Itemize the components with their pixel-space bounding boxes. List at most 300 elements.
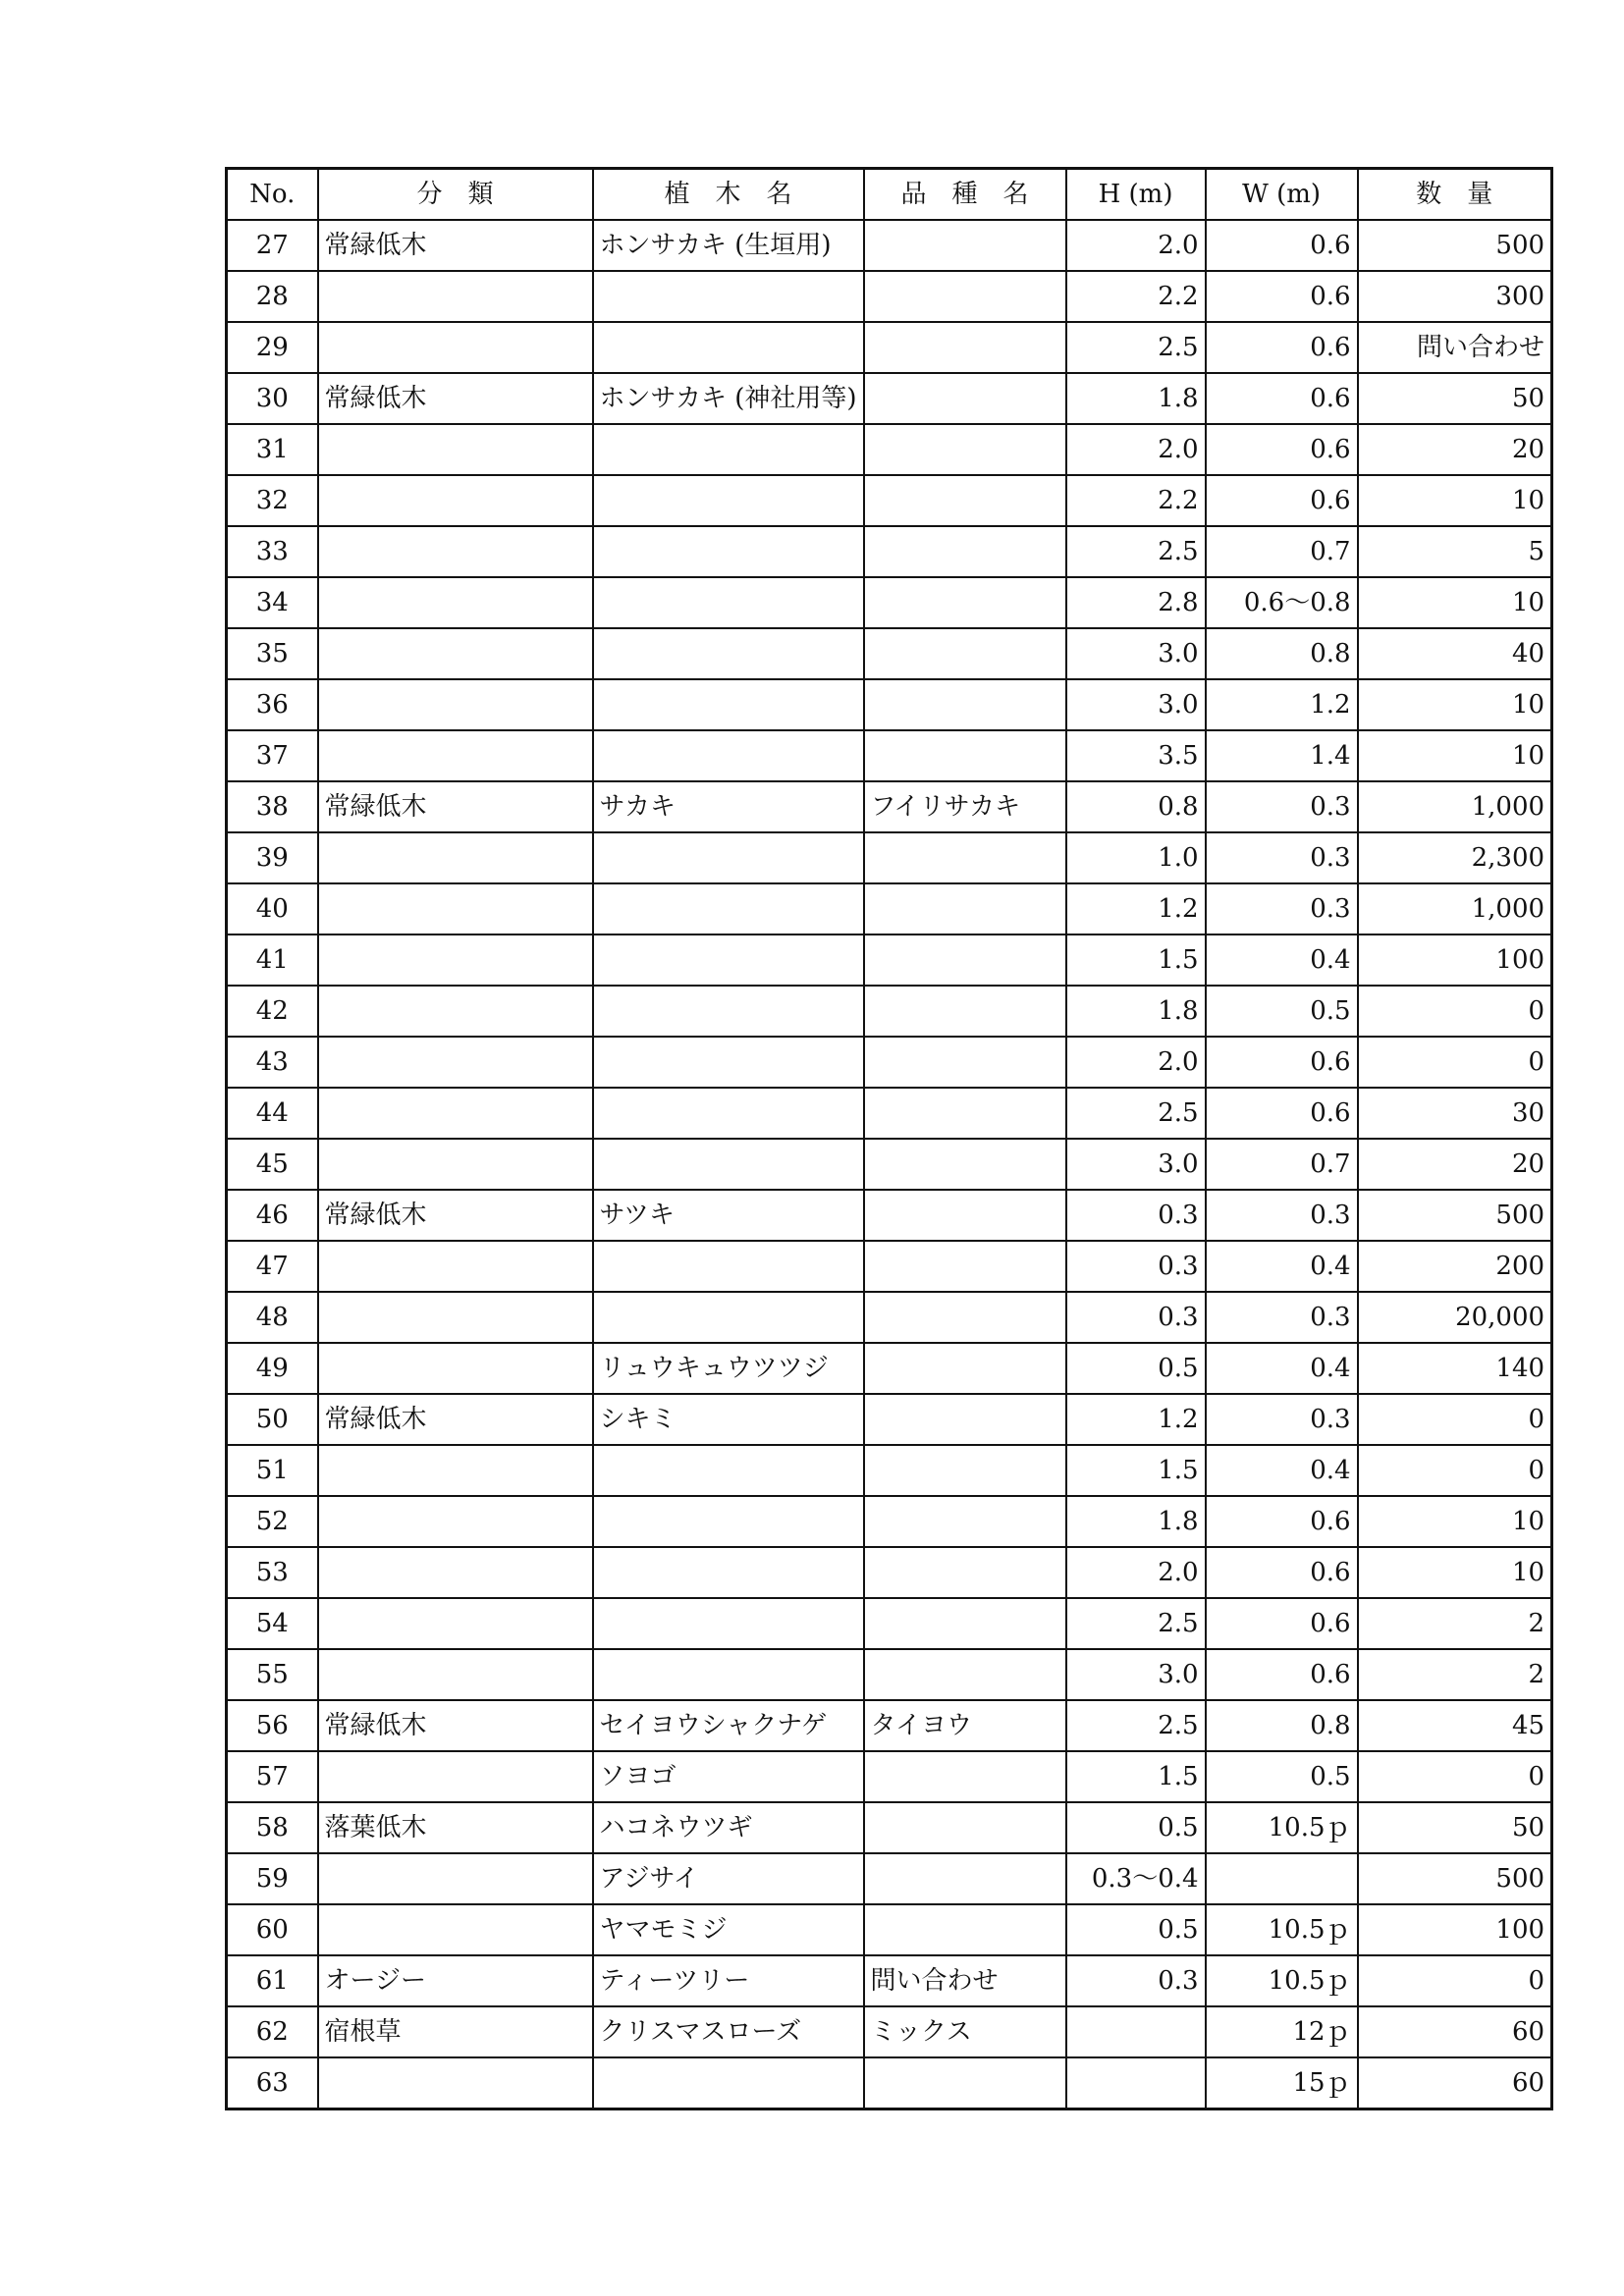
cell-quantity: 1,000 (1358, 883, 1552, 934)
cell-plant-name (593, 986, 864, 1037)
cell-no: 35 (227, 628, 318, 679)
cell-width: 0.6 (1206, 1037, 1358, 1088)
cell-height: 2.0 (1066, 424, 1206, 475)
cell-quantity: 30 (1358, 1088, 1552, 1139)
cell-width: 0.6～0.8 (1206, 577, 1358, 628)
cell-category (318, 1139, 593, 1190)
cell-width: 0.6 (1206, 220, 1358, 271)
cell-no: 38 (227, 781, 318, 832)
cell-height: 2.2 (1066, 271, 1206, 322)
cell-category (318, 1292, 593, 1343)
cell-width: 0.4 (1206, 1343, 1358, 1394)
cell-width: 0.3 (1206, 781, 1358, 832)
header-width: W (m) (1206, 169, 1358, 221)
cell-height: 0.3 (1066, 1292, 1206, 1343)
table-body (227, 220, 1552, 2109)
cell-width: 15ｐ (1206, 2057, 1358, 2109)
cell-variety (864, 883, 1066, 934)
cell-category: 常緑低木 (318, 1394, 593, 1445)
cell-height: 1.8 (1066, 986, 1206, 1037)
cell-quantity: 5 (1358, 526, 1552, 577)
cell-variety (864, 1292, 1066, 1343)
cell-category (318, 1547, 593, 1598)
cell-height: 2.5 (1066, 1598, 1206, 1649)
cell-variety (864, 526, 1066, 577)
cell-height: 1.8 (1066, 1496, 1206, 1547)
cell-width: 0.5 (1206, 1751, 1358, 1802)
cell-quantity: 2 (1358, 1649, 1552, 1700)
table-row (227, 628, 1552, 679)
cell-category (318, 1751, 593, 1802)
cell-quantity: 1,000 (1358, 781, 1552, 832)
cell-plant-name: サツキ (593, 1190, 864, 1241)
cell-plant-name (593, 271, 864, 322)
cell-width: 0.6 (1206, 424, 1358, 475)
table-row (227, 271, 1552, 322)
cell-variety (864, 986, 1066, 1037)
cell-variety (864, 1547, 1066, 1598)
cell-width: 0.6 (1206, 475, 1358, 526)
cell-quantity: 45 (1358, 1700, 1552, 1751)
cell-no: 32 (227, 475, 318, 526)
table-row (227, 1292, 1552, 1343)
cell-width: 0.4 (1206, 1241, 1358, 1292)
cell-variety (864, 1190, 1066, 1241)
cell-height: 2.8 (1066, 577, 1206, 628)
cell-plant-name (593, 577, 864, 628)
table-row (227, 1547, 1552, 1598)
cell-variety (864, 322, 1066, 373)
cell-quantity: 50 (1358, 1802, 1552, 1853)
cell-category (318, 526, 593, 577)
cell-height: 1.5 (1066, 934, 1206, 986)
cell-width: 1.2 (1206, 679, 1358, 730)
cell-no: 44 (227, 1088, 318, 1139)
table-row (227, 526, 1552, 577)
cell-category: 常緑低木 (318, 1190, 593, 1241)
cell-plant-name (593, 1496, 864, 1547)
header-variety: 品 種 名 (864, 169, 1066, 221)
cell-variety (864, 1241, 1066, 1292)
cell-width: 0.8 (1206, 1700, 1358, 1751)
cell-quantity: 500 (1358, 220, 1552, 271)
cell-width: 0.4 (1206, 934, 1358, 986)
table-row (227, 1445, 1552, 1496)
cell-no: 52 (227, 1496, 318, 1547)
table-row (227, 832, 1552, 883)
cell-category (318, 577, 593, 628)
cell-plant-name (593, 1292, 864, 1343)
cell-height: 3.0 (1066, 679, 1206, 730)
cell-variety (864, 373, 1066, 424)
cell-height: 2.0 (1066, 220, 1206, 271)
table-row (227, 1241, 1552, 1292)
cell-variety (864, 2057, 1066, 2109)
cell-plant-name (593, 730, 864, 781)
table-row (227, 1751, 1552, 1802)
cell-no: 50 (227, 1394, 318, 1445)
cell-category: 常緑低木 (318, 1700, 593, 1751)
cell-plant-name (593, 1037, 864, 1088)
cell-no: 56 (227, 1700, 318, 1751)
table-row (227, 1904, 1552, 1955)
cell-height: 1.8 (1066, 373, 1206, 424)
cell-height: 2.5 (1066, 526, 1206, 577)
cell-no: 46 (227, 1190, 318, 1241)
cell-no: 39 (227, 832, 318, 883)
cell-variety (864, 1037, 1066, 1088)
cell-category: 常緑低木 (318, 781, 593, 832)
cell-width: 0.3 (1206, 832, 1358, 883)
cell-width (1206, 1853, 1358, 1904)
cell-category (318, 832, 593, 883)
cell-no: 33 (227, 526, 318, 577)
cell-variety (864, 1445, 1066, 1496)
cell-category (318, 424, 593, 475)
cell-quantity: 100 (1358, 934, 1552, 986)
cell-width: 10.5ｐ (1206, 1904, 1358, 1955)
cell-width: 0.6 (1206, 322, 1358, 373)
cell-category (318, 475, 593, 526)
cell-plant-name: クリスマスローズ (593, 2006, 864, 2057)
cell-no: 48 (227, 1292, 318, 1343)
table-row (227, 424, 1552, 475)
cell-width: 0.6 (1206, 1598, 1358, 1649)
cell-width: 10.5ｐ (1206, 1955, 1358, 2006)
cell-plant-name (593, 526, 864, 577)
header-no: No. (227, 169, 318, 221)
cell-quantity: 2 (1358, 1598, 1552, 1649)
cell-variety (864, 1343, 1066, 1394)
cell-category (318, 628, 593, 679)
table-row (227, 1496, 1552, 1547)
cell-plant-name (593, 2057, 864, 2109)
cell-height: 0.3 (1066, 1955, 1206, 2006)
cell-height: 2.5 (1066, 1700, 1206, 1751)
cell-no: 51 (227, 1445, 318, 1496)
cell-category: 宿根草 (318, 2006, 593, 2057)
cell-category (318, 1241, 593, 1292)
cell-category: オージー (318, 1955, 593, 2006)
cell-variety (864, 1751, 1066, 1802)
table-row (227, 475, 1552, 526)
cell-quantity: 20 (1358, 424, 1552, 475)
cell-category (318, 1037, 593, 1088)
cell-category: 落葉低木 (318, 1802, 593, 1853)
cell-plant-name: セイヨウシャクナゲ (593, 1700, 864, 1751)
cell-quantity: 60 (1358, 2006, 1552, 2057)
cell-plant-name: ヤマモミジ (593, 1904, 864, 1955)
cell-no: 34 (227, 577, 318, 628)
cell-no: 42 (227, 986, 318, 1037)
cell-height: 0.5 (1066, 1802, 1206, 1853)
cell-quantity: 500 (1358, 1190, 1552, 1241)
cell-plant-name: リュウキュウツツジ (593, 1343, 864, 1394)
cell-category (318, 1649, 593, 1700)
cell-width: 0.7 (1206, 1139, 1358, 1190)
cell-height: 0.8 (1066, 781, 1206, 832)
plant-inventory-table (225, 167, 1553, 2110)
cell-no: 40 (227, 883, 318, 934)
table-row (227, 1343, 1552, 1394)
cell-category (318, 986, 593, 1037)
cell-plant-name: ハコネウツギ (593, 1802, 864, 1853)
table-row (227, 1853, 1552, 1904)
header-plant-name: 植 木 名 (593, 169, 864, 221)
cell-plant-name (593, 832, 864, 883)
header-height: H (m) (1066, 169, 1206, 221)
table-row (227, 1802, 1552, 1853)
cell-no: 53 (227, 1547, 318, 1598)
cell-category (318, 1088, 593, 1139)
cell-width: 0.6 (1206, 1088, 1358, 1139)
cell-quantity: 問い合わせ (1358, 322, 1552, 373)
cell-no: 27 (227, 220, 318, 271)
cell-quantity: 10 (1358, 679, 1552, 730)
cell-quantity: 0 (1358, 1751, 1552, 1802)
cell-no: 58 (227, 1802, 318, 1853)
table-row (227, 2006, 1552, 2057)
cell-plant-name: シキミ (593, 1394, 864, 1445)
cell-variety: フイリサカキ (864, 781, 1066, 832)
cell-height (1066, 2006, 1206, 2057)
table-row (227, 781, 1552, 832)
table-row (227, 679, 1552, 730)
cell-quantity: 10 (1358, 730, 1552, 781)
cell-category (318, 1445, 593, 1496)
cell-category: 常緑低木 (318, 373, 593, 424)
cell-height: 1.2 (1066, 883, 1206, 934)
cell-variety (864, 628, 1066, 679)
cell-plant-name (593, 424, 864, 475)
cell-quantity: 50 (1358, 373, 1552, 424)
cell-height: 2.0 (1066, 1037, 1206, 1088)
cell-quantity: 500 (1358, 1853, 1552, 1904)
cell-no: 28 (227, 271, 318, 322)
cell-height: 1.5 (1066, 1751, 1206, 1802)
cell-plant-name: ホンサカキ (神社用等) (593, 373, 864, 424)
cell-variety (864, 832, 1066, 883)
table-row (227, 986, 1552, 1037)
cell-height: 2.5 (1066, 1088, 1206, 1139)
cell-no: 45 (227, 1139, 318, 1190)
table-row (227, 1190, 1552, 1241)
cell-no: 54 (227, 1598, 318, 1649)
cell-height (1066, 2057, 1206, 2109)
cell-quantity: 200 (1358, 1241, 1552, 1292)
cell-category (318, 322, 593, 373)
cell-quantity: 20 (1358, 1139, 1552, 1190)
cell-no: 43 (227, 1037, 318, 1088)
cell-variety (864, 1394, 1066, 1445)
cell-quantity: 0 (1358, 986, 1552, 1037)
cell-height: 0.3 (1066, 1241, 1206, 1292)
cell-width: 0.3 (1206, 1394, 1358, 1445)
cell-variety (864, 1088, 1066, 1139)
cell-height: 1.2 (1066, 1394, 1206, 1445)
cell-variety: ミックス (864, 2006, 1066, 2057)
cell-plant-name: ティーツリー (593, 1955, 864, 2006)
cell-category (318, 1904, 593, 1955)
cell-quantity: 100 (1358, 1904, 1552, 1955)
table-row (227, 220, 1552, 271)
cell-height: 3.5 (1066, 730, 1206, 781)
cell-no: 37 (227, 730, 318, 781)
cell-quantity: 0 (1358, 1037, 1552, 1088)
table-row (227, 1394, 1552, 1445)
cell-height: 3.0 (1066, 1139, 1206, 1190)
cell-plant-name: ホンサカキ (生垣用) (593, 220, 864, 271)
cell-plant-name (593, 1649, 864, 1700)
cell-plant-name (593, 628, 864, 679)
cell-plant-name (593, 322, 864, 373)
cell-no: 59 (227, 1853, 318, 1904)
table-row (227, 1598, 1552, 1649)
table-row (227, 883, 1552, 934)
table-row (227, 577, 1552, 628)
cell-width: 0.3 (1206, 1292, 1358, 1343)
cell-width: 0.6 (1206, 373, 1358, 424)
table-row (227, 1649, 1552, 1700)
cell-height: 3.0 (1066, 628, 1206, 679)
cell-width: 0.7 (1206, 526, 1358, 577)
cell-variety (864, 1139, 1066, 1190)
cell-height: 0.3～0.4 (1066, 1853, 1206, 1904)
cell-no: 63 (227, 2057, 318, 2109)
cell-category (318, 679, 593, 730)
cell-variety (864, 1649, 1066, 1700)
cell-plant-name: サカキ (593, 781, 864, 832)
cell-category: 常緑低木 (318, 220, 593, 271)
cell-plant-name: アジサイ (593, 1853, 864, 1904)
cell-plant-name (593, 1445, 864, 1496)
cell-variety (864, 1496, 1066, 1547)
cell-quantity: 10 (1358, 1547, 1552, 1598)
cell-category (318, 1853, 593, 1904)
cell-variety (864, 1853, 1066, 1904)
cell-width: 10.5ｐ (1206, 1802, 1358, 1853)
cell-variety (864, 424, 1066, 475)
cell-width: 12ｐ (1206, 2006, 1358, 2057)
cell-height: 2.0 (1066, 1547, 1206, 1598)
cell-height: 0.5 (1066, 1904, 1206, 1955)
cell-quantity: 300 (1358, 271, 1552, 322)
header-category: 分 類 (318, 169, 593, 221)
cell-no: 36 (227, 679, 318, 730)
cell-height: 2.5 (1066, 322, 1206, 373)
cell-plant-name (593, 1547, 864, 1598)
cell-variety (864, 1598, 1066, 1649)
cell-variety (864, 1802, 1066, 1853)
cell-variety (864, 679, 1066, 730)
cell-width: 1.4 (1206, 730, 1358, 781)
table-row (227, 1037, 1552, 1088)
table-row (227, 934, 1552, 986)
cell-category (318, 883, 593, 934)
cell-variety (864, 271, 1066, 322)
table-row (227, 373, 1552, 424)
cell-plant-name (593, 475, 864, 526)
table-row (227, 2057, 1552, 2109)
cell-variety: 問い合わせ (864, 1955, 1066, 2006)
table-row (227, 730, 1552, 781)
table-row (227, 1139, 1552, 1190)
cell-plant-name (593, 1139, 864, 1190)
cell-quantity: 0 (1358, 1445, 1552, 1496)
cell-variety (864, 1904, 1066, 1955)
cell-width: 0.6 (1206, 1649, 1358, 1700)
table-row (227, 1955, 1552, 2006)
table-row (227, 322, 1552, 373)
cell-no: 61 (227, 1955, 318, 2006)
cell-quantity: 2,300 (1358, 832, 1552, 883)
cell-quantity: 0 (1358, 1394, 1552, 1445)
cell-no: 30 (227, 373, 318, 424)
cell-no: 49 (227, 1343, 318, 1394)
cell-no: 31 (227, 424, 318, 475)
cell-quantity: 40 (1358, 628, 1552, 679)
cell-height: 2.2 (1066, 475, 1206, 526)
cell-category (318, 1343, 593, 1394)
cell-width: 0.5 (1206, 986, 1358, 1037)
cell-width: 0.4 (1206, 1445, 1358, 1496)
cell-no: 57 (227, 1751, 318, 1802)
cell-width: 0.8 (1206, 628, 1358, 679)
cell-width: 0.6 (1206, 1547, 1358, 1598)
cell-plant-name (593, 1241, 864, 1292)
cell-no: 47 (227, 1241, 318, 1292)
cell-variety (864, 934, 1066, 986)
cell-height: 1.0 (1066, 832, 1206, 883)
cell-width: 0.3 (1206, 883, 1358, 934)
cell-category (318, 271, 593, 322)
cell-plant-name (593, 934, 864, 986)
header-row (227, 169, 1552, 221)
cell-height: 1.5 (1066, 1445, 1206, 1496)
cell-quantity: 10 (1358, 577, 1552, 628)
cell-variety: タイヨウ (864, 1700, 1066, 1751)
cell-category (318, 1496, 593, 1547)
cell-quantity: 0 (1358, 1955, 1552, 2006)
cell-width: 0.6 (1206, 1496, 1358, 1547)
cell-quantity: 60 (1358, 2057, 1552, 2109)
table-row (227, 1700, 1552, 1751)
cell-height: 0.5 (1066, 1343, 1206, 1394)
cell-category (318, 934, 593, 986)
cell-no: 60 (227, 1904, 318, 1955)
cell-plant-name (593, 679, 864, 730)
cell-plant-name (593, 1598, 864, 1649)
cell-no: 62 (227, 2006, 318, 2057)
cell-no: 55 (227, 1649, 318, 1700)
cell-height: 3.0 (1066, 1649, 1206, 1700)
cell-width: 0.3 (1206, 1190, 1358, 1241)
cell-quantity: 10 (1358, 475, 1552, 526)
cell-plant-name (593, 883, 864, 934)
cell-variety (864, 220, 1066, 271)
cell-height: 0.3 (1066, 1190, 1206, 1241)
cell-variety (864, 730, 1066, 781)
cell-quantity: 140 (1358, 1343, 1552, 1394)
cell-quantity: 10 (1358, 1496, 1552, 1547)
cell-variety (864, 475, 1066, 526)
cell-category (318, 730, 593, 781)
cell-category (318, 2057, 593, 2109)
cell-no: 41 (227, 934, 318, 986)
cell-no: 29 (227, 322, 318, 373)
cell-plant-name (593, 1088, 864, 1139)
cell-plant-name: ソヨゴ (593, 1751, 864, 1802)
